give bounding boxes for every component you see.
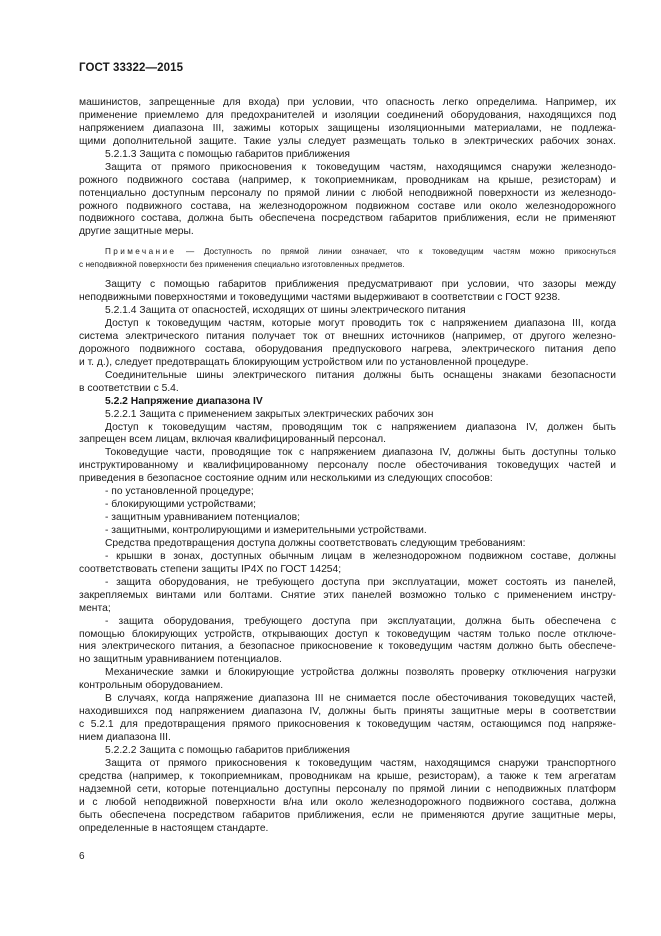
text-line: закрепляемых винтами или болтами. Снятие этих панелей возможно только с применением инстру- [79,589,616,601]
text-line [79,246,616,259]
text-line: и т. д.), следует предотвращать блокирующим устройством или по установленной процедуре. [79,356,529,368]
text-line: щими дополнительной защите. Такие узлы следует размещать только в электрических рабочих зонах. [79,135,616,147]
text-line: контрольным оборудованием. [79,680,224,692]
text-line: другие защитные меры. [79,226,194,238]
text-line: с 5.2.1 для предотвращения прямого прикосновения к токоведущим частям, остающимся под напряже- [79,719,616,731]
text-line: 5.2.2.2 Защита с помощью габаритов приближения [105,744,350,756]
text-line: Средства предотвращения доступа должны соответствовать следующим требованиям: [105,537,526,549]
text-line: соответствовать степени защиты IP4X по ГОСТ 14254; [79,563,342,575]
text-line: находившихся под напряжением диапазона IV, должны быть приняты защитные меры в соответствии [79,706,616,718]
text-line: Защита от прямого прикосновения к токоведущим частям, находящимся снаружи транспортного [105,757,616,769]
text-line: помощью блокирующих устройств, открывающих доступ к токоведущим частям только после отключе- [79,628,616,640]
text-line: потенциально доступным персоналу по прямой линии с любой неподвижной поверхности из железнодо- [79,187,616,199]
text-line: Доступ к токоведущим частям, проводящим ток с напряжением диапазона IV, должен быть [105,421,616,433]
text-line: ния электрического питания, а безопасное прикосновение к токоведущим частям должно быть обеспече- [79,641,616,653]
text-line: средства (например, к токоприемникам, проводникам на крыше, резисторам), а также к тем агрегатам [79,770,616,782]
text-line: запрещен всем лицам, включая квалифицированный персонал. [79,434,387,446]
text-line: Защиту с помощью габаритов приближения предусматривают при условии, что зазоры между [105,279,616,291]
text-line: дорожного подвижного состава, оборудования предпускового нагрева, электрического питания депо [79,343,616,355]
text-line: инструктированному и квалифицированному персоналу после обесточивания токоведущих частей и [79,460,616,472]
text-line: В случаях, когда напряжение диапазона III не снимается после обесточивания токоведущих частей, [105,693,616,705]
note-text: — Доступность по прямой линии означает, что к токоведущим частям можно прикоснуться [186,247,616,257]
text-line: Соединительные шины электрического питания должны быть оснащены знаками безопасности [105,369,616,381]
text-line: - крышки в зонах, доступных обычным лицам в железнодорожном подвижном составе, должны [105,550,616,562]
text-line: но защитным уравниванием потенциалов. [79,654,282,666]
text-line: подвижного состава, должна быть обеспечена посредством габаритов приближения, если не применяют [79,213,616,225]
text-line: Защита от прямого прикосновения к токоведущим частям, находящимся снаружи железнодо- [105,161,616,173]
text-line: Доступ к токоведущим частям, которые могут проводить ток с напряжением диапазона III, когда [105,318,616,329]
text-line: и с любой неподвижной поверхности в/на или около железнодорожного подвижного состава, должна [79,796,616,808]
text-line: 5.2.1.3 Защита с помощью габаритов приближения [105,148,350,160]
text-line: мента; [79,602,111,614]
text-line: - защитным уравниванием потенциалов; [105,512,300,524]
text-line: Механические замки и блокирующие устройства должны позволять проверку отключения нагрузки [105,667,616,679]
document-body [79,97,616,836]
text-line: напряжением диапазона III, зажимы которых защищены изоляционными материалами, не подлежа- [79,122,616,134]
text-line: в соответствии с 5.4. [79,382,179,394]
text-line: - защита оборудования, требующего доступа при эксплуатации, должна быть обеспечена с [105,615,616,627]
text-line: - защита оборудования, не требующего доступа при эксплуатации, может состоять из панелей, [105,576,616,588]
text-line: машинистов, запрещенные для входа) при условии, что опасность легко определима. Например, их [79,97,616,108]
text-line: рожного подвижного состава, на железнодорожном подвижном составе или около железнодорожного [79,200,616,212]
text-line: - защитными, контролирующими и измерительными устройствами. [105,525,427,536]
text-line: система электрического питания получает ток от внешних источников (например, от другого железно- [79,330,616,342]
text-line: неподвижными поверхностями и токоведущими частями выдерживают в соответствии с ГОСТ 9238. [79,292,561,304]
text-line: 5.2.1.4 Защита от опасностей, исходящих от шины электрического питания [105,305,466,317]
text-line: надземной сети, которые потенциально доступны персоналу по прямой линии с неподвижных платформ [79,783,616,795]
text-line: быть обеспечена посредством габаритов приближения, если не применяются другие защитные меры, [79,809,616,821]
note-label: Примечание [105,247,177,257]
document-code-header: ГОСТ 33322—2015 [79,62,184,74]
text-line: приведения в безопасное состояние одним или несколькими из следующих способов: [79,473,493,485]
text-line: применение приемлемо для предохранителей и изоляции соединений оборудования, находящихся под [79,109,616,121]
text-line: - блокирующими устройствами; [105,499,256,511]
text-line: с неподвижной поверхности без применения специально изготовленных предметов. [79,260,405,270]
text-line: - по установленной процедуре; [105,486,254,498]
text-line: 5.2.2 Напряжение диапазона IV [105,395,263,407]
text-line: 5.2.2.1 Защита с применением закрытых электрических рабочих зон [105,408,434,420]
text-line: рожного подвижного состава (например, к токоприемникам, проводникам на крыше, резисторам) и [79,174,616,186]
text-line: определенные в настоящем стандарте. [79,822,269,834]
text-line: Токоведущие части, проводящие ток с напряжением диапазона IV, должны быть доступны только [105,447,616,459]
text-line: нием диапазона III. [79,732,171,743]
page-number: 6 [79,851,85,862]
